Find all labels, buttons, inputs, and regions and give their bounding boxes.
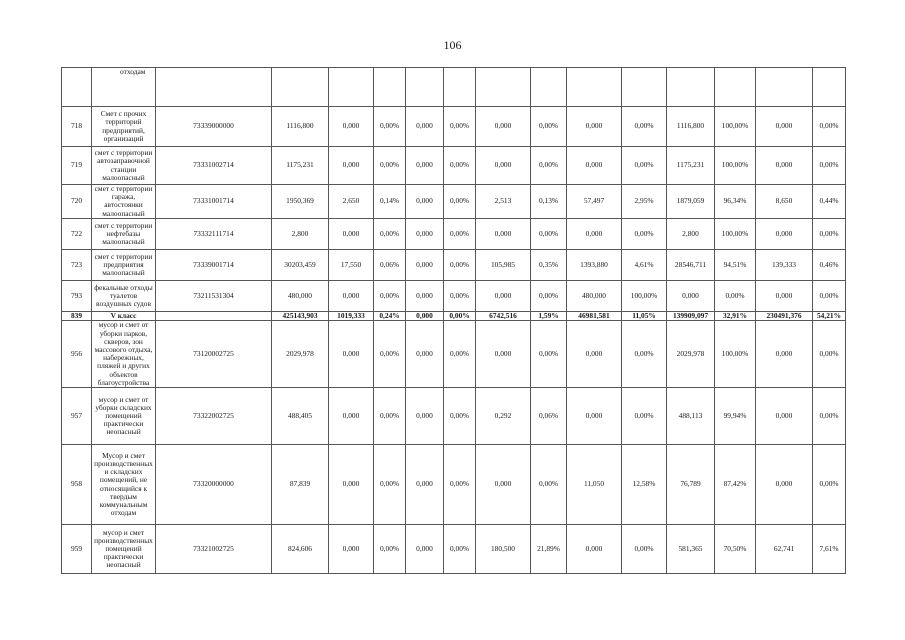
table-row <box>62 280 846 311</box>
waste-name: мусор и смет производственных помещений практически неопасный <box>92 525 156 574</box>
value-cell: 100,00% <box>715 321 756 388</box>
value-cell <box>476 68 531 107</box>
value-cell: 11,05% <box>622 311 667 321</box>
value-cell: 0,13% <box>531 185 567 219</box>
waste-name: отходам <box>92 68 156 107</box>
value-cell: 1,59% <box>531 311 567 321</box>
value-cell: 0,000 <box>476 445 531 525</box>
value-cell: 0,00% <box>374 321 406 388</box>
value-cell: 0,000 <box>406 107 444 147</box>
value-cell: 0,00% <box>531 218 567 249</box>
table-row <box>62 388 846 445</box>
value-cell: 0,06% <box>531 388 567 445</box>
row-id: 720 <box>62 185 92 219</box>
value-cell: 0,000 <box>756 147 813 185</box>
value-cell: 0,00% <box>813 218 846 249</box>
waste-code <box>156 68 272 107</box>
value-cell: 100,00% <box>715 147 756 185</box>
value-cell: 0,00% <box>444 280 476 311</box>
value-cell: 0,00% <box>813 107 846 147</box>
value-cell: 0,000 <box>756 218 813 249</box>
row-id: 723 <box>62 249 92 280</box>
table-row <box>62 311 846 321</box>
value-cell: 62,741 <box>756 525 813 574</box>
row-id: 959 <box>62 525 92 574</box>
value-cell: 2,650 <box>329 185 374 219</box>
value-cell: 0,00% <box>374 218 406 249</box>
value-cell: 2,800 <box>272 218 329 249</box>
value-cell: 0,06% <box>374 249 406 280</box>
value-cell <box>444 68 476 107</box>
row-id: 722 <box>62 218 92 249</box>
value-cell: 0,000 <box>329 388 374 445</box>
value-cell: 0,000 <box>329 280 374 311</box>
value-cell: 480,000 <box>567 280 622 311</box>
value-cell: 57,497 <box>567 185 622 219</box>
value-cell: 0,000 <box>756 321 813 388</box>
value-cell <box>567 68 622 107</box>
value-cell: 0,00% <box>813 321 846 388</box>
value-cell <box>667 68 715 107</box>
value-cell: 0,00% <box>813 445 846 525</box>
table-row <box>62 321 846 388</box>
value-cell: 0,00% <box>715 280 756 311</box>
table-row <box>62 147 846 185</box>
value-cell: 0,000 <box>476 107 531 147</box>
page-number: 106 <box>443 38 462 52</box>
waste-code: 73332111714 <box>156 218 272 249</box>
value-cell: 0,000 <box>567 218 622 249</box>
value-cell: 488,405 <box>272 388 329 445</box>
value-cell: 0,00% <box>374 388 406 445</box>
value-cell: 0,000 <box>476 280 531 311</box>
value-cell: 100,00% <box>622 280 667 311</box>
waste-code: 73339001714 <box>156 249 272 280</box>
value-cell: 0,00% <box>374 445 406 525</box>
value-cell: 139,333 <box>756 249 813 280</box>
value-cell: 87,839 <box>272 445 329 525</box>
value-cell: 0,00% <box>374 525 406 574</box>
value-cell: 0,00% <box>622 107 667 147</box>
waste-code: 73320000000 <box>156 445 272 525</box>
value-cell: 0,00% <box>531 280 567 311</box>
value-cell: 0,000 <box>756 280 813 311</box>
value-cell <box>329 68 374 107</box>
value-cell: 0,00% <box>444 525 476 574</box>
waste-code: 73211531304 <box>156 280 272 311</box>
value-cell: 96,34% <box>715 185 756 219</box>
value-cell <box>813 68 846 107</box>
waste-code: 73339000000 <box>156 107 272 147</box>
value-cell: 488,113 <box>667 388 715 445</box>
value-cell: 0,000 <box>756 107 813 147</box>
value-cell: 0,00% <box>622 321 667 388</box>
value-cell: 12,58% <box>622 445 667 525</box>
value-cell: 0,00% <box>813 388 846 445</box>
value-cell: 0,00% <box>813 280 846 311</box>
waste-code: 73331001714 <box>156 185 272 219</box>
value-cell: 87,42% <box>715 445 756 525</box>
value-cell: 0,00% <box>622 388 667 445</box>
value-cell <box>531 68 567 107</box>
waste-code <box>156 311 272 321</box>
value-cell: 105,985 <box>476 249 531 280</box>
value-cell <box>406 68 444 107</box>
value-cell: 0,00% <box>531 445 567 525</box>
value-cell: 54,21% <box>813 311 846 321</box>
value-cell: 4,61% <box>622 249 667 280</box>
row-id: 957 <box>62 388 92 445</box>
value-cell: 0,292 <box>476 388 531 445</box>
table-row <box>62 249 846 280</box>
value-cell: 139909,097 <box>667 311 715 321</box>
row-id: 718 <box>62 107 92 147</box>
waste-name: фекальные отходы туалетов воздушных судов <box>92 280 156 311</box>
value-cell: 1175,231 <box>272 147 329 185</box>
value-cell: 230491,376 <box>756 311 813 321</box>
value-cell: 0,00% <box>444 107 476 147</box>
value-cell: 1393,880 <box>567 249 622 280</box>
value-cell: 1175,231 <box>667 147 715 185</box>
waste-name: смет с территории нефтебазы малоопасный <box>92 218 156 249</box>
value-cell: 0,000 <box>567 525 622 574</box>
row-id: 839 <box>62 311 92 321</box>
value-cell: 0,000 <box>406 147 444 185</box>
waste-name: V класс <box>92 311 156 321</box>
value-cell: 0,00% <box>374 107 406 147</box>
value-cell: 581,365 <box>667 525 715 574</box>
value-cell: 2029,978 <box>272 321 329 388</box>
value-cell: 1019,333 <box>329 311 374 321</box>
value-cell: 0,000 <box>406 280 444 311</box>
value-cell <box>272 68 329 107</box>
table-row <box>62 68 846 107</box>
table-row <box>62 218 846 249</box>
value-cell: 0,000 <box>329 107 374 147</box>
value-cell: 17,550 <box>329 249 374 280</box>
waste-code: 73322002725 <box>156 388 272 445</box>
value-cell: 0,00% <box>374 280 406 311</box>
value-cell: 100,00% <box>715 218 756 249</box>
value-cell: 0,000 <box>567 107 622 147</box>
value-cell: 0,00% <box>444 388 476 445</box>
waste-name: Смет с прочих территорий предприятий, организаций <box>92 107 156 147</box>
value-cell: 0,00% <box>531 107 567 147</box>
table-row <box>62 525 846 574</box>
value-cell: 824,606 <box>272 525 329 574</box>
table-row <box>62 185 846 219</box>
value-cell: 46981,581 <box>567 311 622 321</box>
value-cell: 0,000 <box>406 218 444 249</box>
value-cell: 0,000 <box>567 147 622 185</box>
waste-name: Мусор и смет производственных и складских помещений, не относящийся к твердым коммунальным отходам <box>92 445 156 525</box>
table-row <box>62 107 846 147</box>
value-cell <box>715 68 756 107</box>
value-cell: 0,00% <box>813 147 846 185</box>
value-cell: 0,000 <box>329 445 374 525</box>
value-cell: 11,050 <box>567 445 622 525</box>
value-cell: 2029,978 <box>667 321 715 388</box>
value-cell: 0,000 <box>567 321 622 388</box>
value-cell: 0,14% <box>374 185 406 219</box>
value-cell: 0,35% <box>531 249 567 280</box>
waste-code: 73120002725 <box>156 321 272 388</box>
value-cell: 2,800 <box>667 218 715 249</box>
value-cell: 0,000 <box>406 311 444 321</box>
value-cell: 0,00% <box>444 147 476 185</box>
value-cell: 0,000 <box>476 147 531 185</box>
value-cell <box>756 68 813 107</box>
value-cell: 180,500 <box>476 525 531 574</box>
value-cell: 0,000 <box>329 218 374 249</box>
value-cell: 6742,516 <box>476 311 531 321</box>
value-cell: 0,000 <box>406 321 444 388</box>
waste-name: мусор и смет от уборки складских помещений практически неопасный <box>92 388 156 445</box>
value-cell: 2,513 <box>476 185 531 219</box>
value-cell: 0,00% <box>622 147 667 185</box>
value-cell: 0,00% <box>444 445 476 525</box>
waste-code: 73321002725 <box>156 525 272 574</box>
value-cell: 0,44% <box>813 185 846 219</box>
value-cell: 94,51% <box>715 249 756 280</box>
value-cell <box>622 68 667 107</box>
value-cell: 0,000 <box>406 525 444 574</box>
value-cell: 30203,459 <box>272 249 329 280</box>
waste-name: смет с территории предприятия малоопасный <box>92 249 156 280</box>
value-cell: 0,000 <box>476 218 531 249</box>
value-cell: 0,00% <box>444 321 476 388</box>
value-cell: 0,00% <box>531 321 567 388</box>
value-cell: 0,00% <box>444 249 476 280</box>
value-cell: 1950,369 <box>272 185 329 219</box>
waste-name: смет с территории гаража, автостоянки малоопасный <box>92 185 156 219</box>
value-cell: 0,00% <box>622 525 667 574</box>
value-cell: 99,94% <box>715 388 756 445</box>
value-cell: 0,000 <box>756 445 813 525</box>
value-cell: 8,650 <box>756 185 813 219</box>
value-cell: 21,89% <box>531 525 567 574</box>
value-cell: 0,00% <box>374 147 406 185</box>
value-cell: 32,91% <box>715 311 756 321</box>
row-id: 958 <box>62 445 92 525</box>
value-cell: 0,000 <box>756 388 813 445</box>
table-body <box>62 68 846 574</box>
waste-name: мусор и смет от уборки парков, скверов, зон массового отдыха, набережных, пляжей и других объектов благоустройства <box>92 321 156 388</box>
value-cell: 1116,800 <box>272 107 329 147</box>
value-cell: 100,00% <box>715 107 756 147</box>
value-cell: 0,00% <box>444 218 476 249</box>
value-cell: 0,00% <box>531 147 567 185</box>
value-cell: 0,00% <box>444 185 476 219</box>
value-cell: 480,000 <box>272 280 329 311</box>
row-id: 956 <box>62 321 92 388</box>
value-cell: 0,000 <box>406 185 444 219</box>
value-cell: 0,000 <box>567 388 622 445</box>
row-id: 793 <box>62 280 92 311</box>
value-cell: 76,789 <box>667 445 715 525</box>
value-cell: 0,000 <box>329 525 374 574</box>
value-cell: 2,95% <box>622 185 667 219</box>
waste-code: 73331002714 <box>156 147 272 185</box>
value-cell: 425143,903 <box>272 311 329 321</box>
value-cell: 0,00% <box>622 218 667 249</box>
value-cell: 1879,059 <box>667 185 715 219</box>
value-cell: 0,000 <box>406 445 444 525</box>
table-row <box>62 445 846 525</box>
waste-data-table <box>61 67 846 574</box>
value-cell: 70,50% <box>715 525 756 574</box>
value-cell: 0,000 <box>406 249 444 280</box>
value-cell: 0,46% <box>813 249 846 280</box>
value-cell: 0,000 <box>667 280 715 311</box>
row-id <box>62 68 92 107</box>
value-cell: 0,000 <box>406 388 444 445</box>
value-cell: 7,61% <box>813 525 846 574</box>
value-cell: 0,000 <box>329 321 374 388</box>
value-cell: 0,00% <box>444 311 476 321</box>
value-cell <box>374 68 406 107</box>
value-cell: 0,000 <box>476 321 531 388</box>
value-cell: 0,000 <box>329 147 374 185</box>
value-cell: 0,24% <box>374 311 406 321</box>
waste-name: смет с территории автозаправочной станции малоопасный <box>92 147 156 185</box>
value-cell: 1116,800 <box>667 107 715 147</box>
value-cell: 28546,711 <box>667 249 715 280</box>
row-id: 719 <box>62 147 92 185</box>
